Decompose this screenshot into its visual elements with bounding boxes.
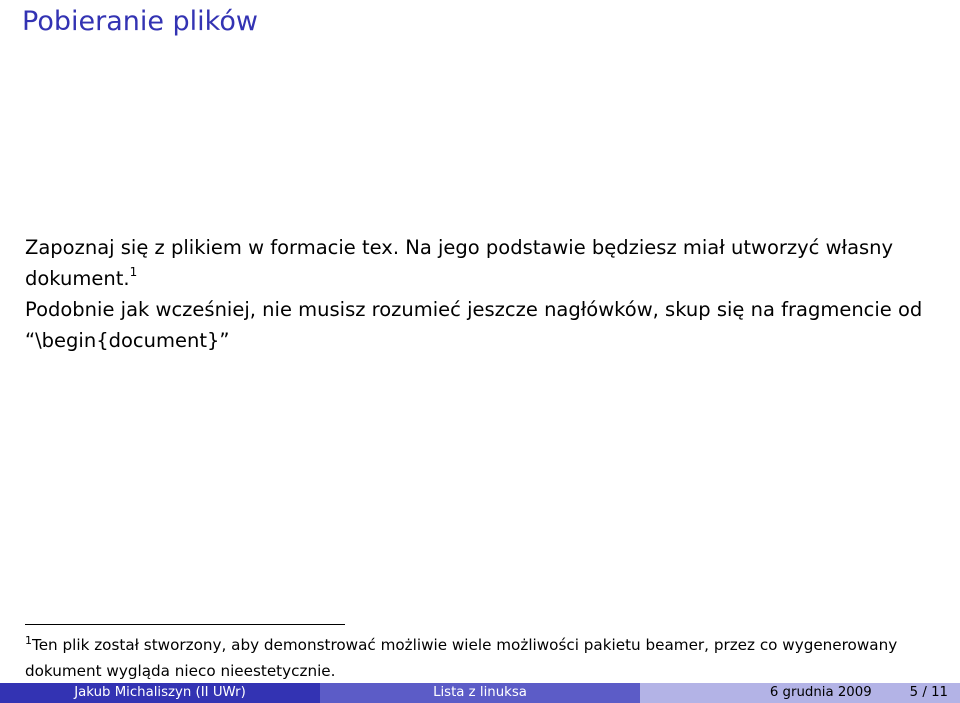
footline [0,683,960,703]
paragraph-1-text: Zapoznaj się z plikiem w formacie tex. Na jego podstawie będziesz miał utworzyć własny dokument. [25,236,894,290]
footline-title[interactable]: Lista z linuksa [320,683,640,703]
frame-body [25,232,940,356]
footline-author[interactable]: Jakub Michaliszyn (II UWr) [0,683,320,703]
frame-title: Pobieranie plików [22,6,258,37]
footnote [25,632,940,684]
footnote-mark: 1 [25,634,32,647]
body-paragraph-2: Podobnie jak wcześniej, nie musisz rozumieć jeszcze nagłówków, skup się na fragmencie od “\begin{document}” [25,298,923,352]
footline-info [640,683,960,703]
footnote-rule [25,624,345,625]
body-paragraph-1 [25,232,940,294]
footnote-reference[interactable]: 1 [129,265,138,279]
footnote-text: Ten plik został stworzony, aby demonstrować możliwie wiele możliwości pakietu beamer, przez co wygenerowany dokument wygląda nieco nieestetycznie. [25,636,898,680]
footline-page-number: 5 / 11 [909,685,948,700]
footline-date: 6 grudnia 2009 [769,685,872,700]
